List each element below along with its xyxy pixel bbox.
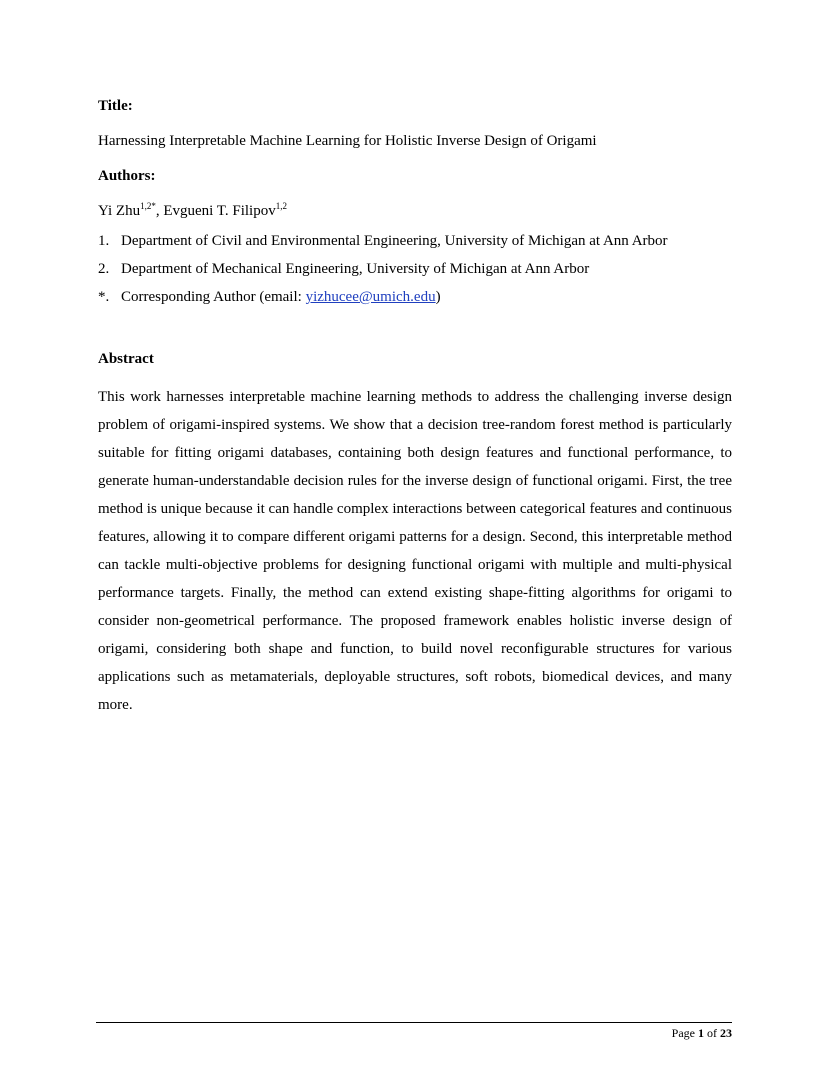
- author-name: Evgueni T. Filipov: [163, 203, 276, 219]
- corresponding-prefix: Corresponding Author (email:: [121, 289, 306, 305]
- affiliation-item: [98, 231, 732, 251]
- affiliation-item: [98, 259, 732, 279]
- affiliation-marker: 2.: [98, 261, 110, 277]
- page-content: [98, 96, 732, 719]
- footer-divider: [96, 1022, 732, 1023]
- affiliation-list: [98, 231, 732, 307]
- total-pages: 23: [720, 1026, 732, 1040]
- affiliation-marker: 1.: [98, 233, 110, 249]
- corresponding-suffix: ): [435, 289, 441, 305]
- author-affiliation-sup: 1,2: [275, 201, 287, 211]
- affiliation-text: Department of Civil and Environmental Engineering, University of Michigan at Ann Arbor: [121, 233, 668, 249]
- corresponding-marker: *.: [98, 289, 110, 305]
- authors-label: Authors:: [98, 168, 156, 184]
- author-separator: ,: [155, 203, 164, 219]
- corresponding-author-item: [98, 287, 732, 307]
- paper-title: Harnessing Interpretable Machine Learning for Holistic Inverse Design of Origami: [98, 133, 597, 149]
- author-name: Yi Zhu: [98, 203, 141, 219]
- author-list: [98, 201, 732, 221]
- page-number: [672, 1025, 732, 1041]
- corresponding-text: [121, 287, 441, 307]
- page-word: Page: [671, 1026, 695, 1040]
- author-affiliation-sup: 1,2*: [140, 201, 156, 211]
- affiliation-text: Department of Mechanical Engineering, University of Michigan at Ann Arbor: [121, 261, 590, 277]
- title-label: Title:: [98, 98, 133, 114]
- email-link[interactable]: yizhucee@umich.edu: [305, 289, 436, 305]
- of-word: of: [707, 1026, 717, 1040]
- abstract-body: This work harnesses interpretable machine learning methods to address the challenging inverse design problem of origami-inspired systems. We show that a decision tree-random forest method is particularly suitable for fitting origami databases, containing both design features and functional performance, to generate human-understandable decision rules for the inverse design of functional origami. First, the tree method is unique because it can handle complex interactions between categorical features and continuous features, allowing it to compare different origami patterns for a design. Second, this interpretable method can tackle multi-objective problems for designing functional origami with multiple and multi-physical performance targets. Finally, the method can extend existing shape-fitting algorithms for origami to consider non-geometrical performance. The proposed framework enables holistic inverse design of origami, considering both shape and function, to build novel reconfigurable structures for various applications such as metamaterials, deployable structures, soft robots, biomedical devices, and many more.: [98, 389, 732, 713]
- abstract-heading: Abstract: [98, 351, 154, 367]
- current-page: 1: [698, 1026, 704, 1040]
